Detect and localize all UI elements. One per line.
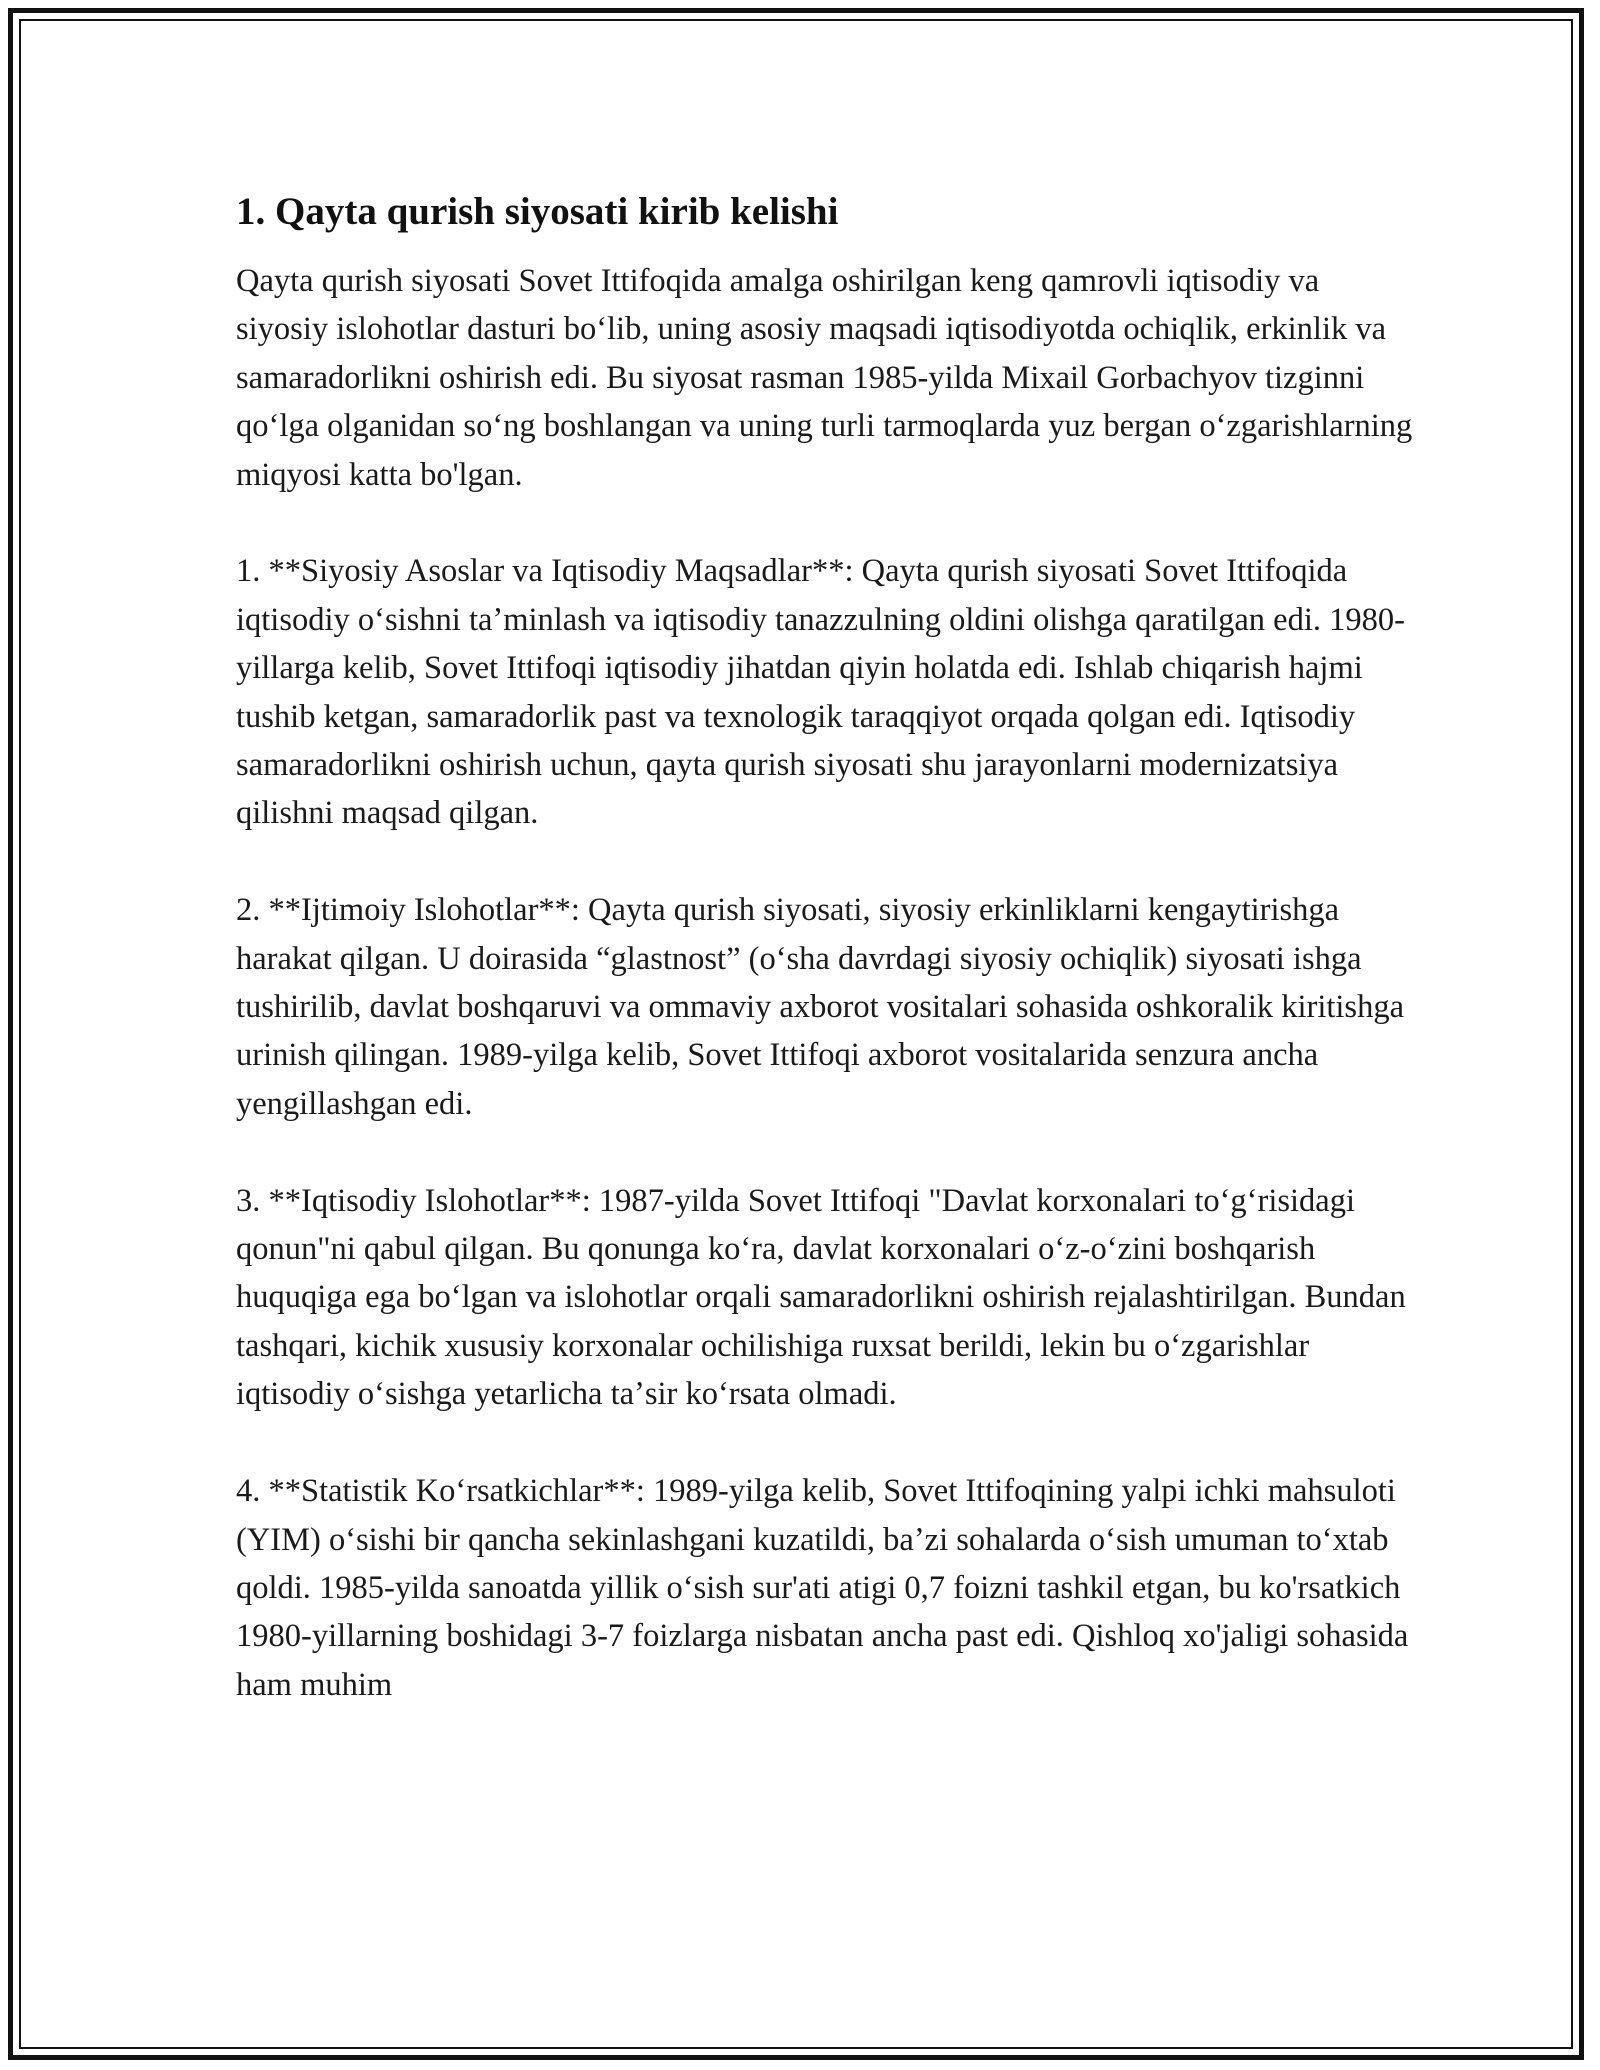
document-body (236, 186, 1416, 1758)
paragraph-political-foundations: 1. **Siyosiy Asoslar va Iqtisodiy Maqsadlar**: Qayta qurish siyosati Sovet Ittifoqida iqtisodiy oʻsishni taʼminlash va iqtisodiy tanazzulning oldini olishga qaratilgan edi. 1980-yillarga kelib, Sovet Ittifoqi iqtisodiy jihatdan qiyin holatda edi. Ishlab chiqarish hajmi tushib ketgan, samaradorlik past va texnologik taraqqiyot orqada qolgan edi. Iqtisodiy samaradorlikni oshirish uchun, qayta qurish siyosati shu jarayonlarni modernizatsiya qilishni maqsad qilgan. (236, 553, 1405, 832)
paragraph-economic-reforms: 3. **Iqtisodiy Islohotlar**: 1987-yilda Sovet Ittifoqi "Davlat korxonalari toʻgʻrisidagi qonun"ni qabul qilgan. Bu qonunga koʻra, davlat korxonalari oʻz-oʻzini boshqarish huquqiga ega boʻlgan va islohotlar orqali samaradorlikni oshirish rejalashtirilgan. Bundan tashqari, kichik xususiy korxonalar ochilishiga ruxsat berildi, lekin bu oʻzgarishlar iqtisodiy oʻsishga yetarlicha taʼsir koʻrsata olmadi. (236, 1182, 1406, 1413)
page-title: 1. Qayta qurish siyosati kirib kelishi (236, 190, 839, 233)
intro-paragraph: Qayta qurish siyosati Sovet Ittifoqida amalga oshirilgan keng qamrovli iqtisodiy va siyosiy islohotlar dasturi boʻlib, uning asosiy maqsadi iqtisodiyotda ochiqlik, erkinlik va samaradorlikni oshirish edi. Bu siyosat rasman 1985-yilda Mixail Gorbachyov tizginni qoʻlga olganidan soʻng boshlangan va uning turli tarmoqlarda yuz bergan oʻzgarishlarning miqyosi katta bo'lgan. (236, 263, 1413, 493)
paragraph-social-reforms: 2. **Ijtimoiy Islohotlar**: Qayta qurish siyosati, siyosiy erkinliklarni kengaytirishga harakat qilgan. U doirasida “glastnost” (oʻsha davrdagi siyosiy ochiqlik) siyosati ishga tushirilib, davlat boshqaruvi va ommaviy axborot vositalari sohasida oshkoralik kiritishga urinish qilingan. 1989-yilga kelib, Sovet Ittifoqi axborot vositalarida senzura ancha yengillashgan edi. (236, 892, 1405, 1122)
paragraph-statistics: 4. **Statistik Koʻrsatkichlar**: 1989-yilga kelib, Sovet Ittifoqining yalpi ichki mahsuloti (YIM) oʻsishi bir qancha sekinlashgani kuzatildi, baʼzi sohalarda oʻsish umuman toʻxtab qoldi. 1985-yilda sanoatda yillik oʻsish sur'ati atigi 0,7 foizni tashkil etgan, bu ko'rsatkich 1980-yillarning boshidagi 3-7 foizlarga nisbatan ancha past edi. Qishloq xo'jaligi sohasida ham muhim (236, 1473, 1409, 1703)
